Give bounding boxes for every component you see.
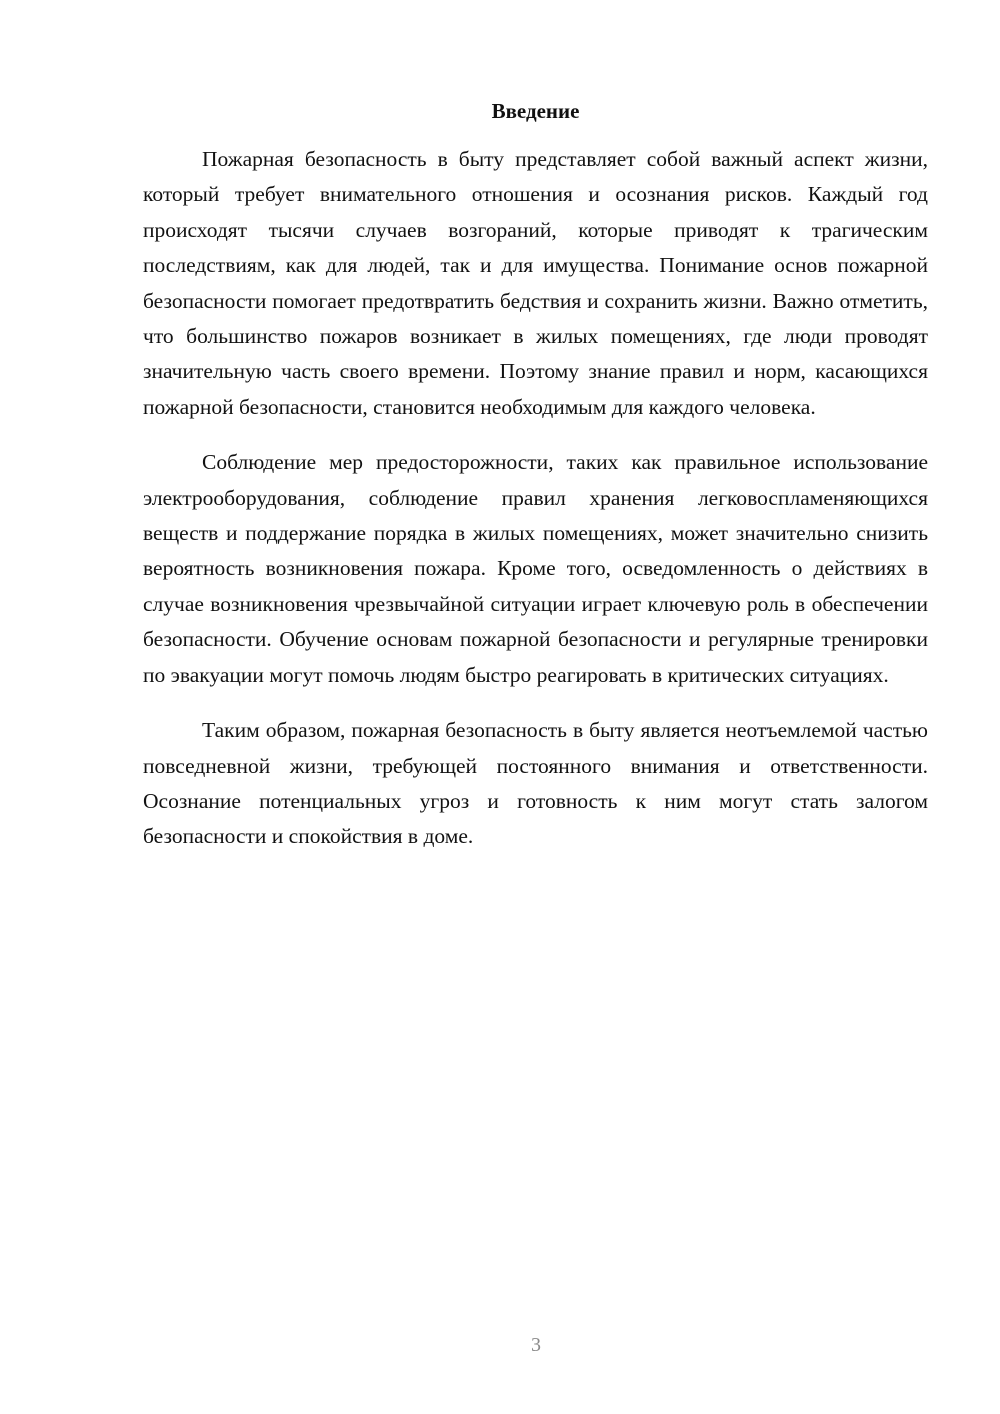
paragraph-conclusion: Таким образом, пожарная безопасность в быту является неотъемлемой частью повседневной жизни, требующей постоянного внимания и ответственности. Осознание потенциальных угроз и готовность к ним могут стать залогом безопасности и спокойствия в доме. bbox=[143, 718, 928, 849]
section-title: Введение bbox=[491, 99, 580, 123]
paragraph-precautions: Соблюдение мер предосторожности, таких как правильное использование электрооборудования, соблюдение правил хранения легковоспламеняющихся веществ и поддержание порядка в жилых помещениях, может значительно снизить вероятность возникновения пожара. Кроме того, осведомленность о действиях в случае возникновения чрезвычайной ситуации играет ключевую роль в обеспечении безопасности. Обучение основам пожарной безопасности и регулярные тренировки по эвакуации могут помочь людям быстро реагировать в критических ситуациях. bbox=[143, 450, 928, 687]
document-body bbox=[143, 142, 928, 875]
page-number: 3 bbox=[531, 1334, 541, 1356]
paragraph-intro: Пожарная безопасность в быту представляет собой важный аспект жизни, который требует внимательного отношения и осознания рисков. Каждый год происходят тысячи случаев возгораний, которые приводят к трагическим последствиям, как для людей, так и для имущества. Понимание основ пожарной безопасности помогает предотвратить бедствия и сохранить жизни. Важно отметить, что большинство пожаров возникает в жилых помещениях, где люди проводят значительную часть своего времени. Поэтому знание правил и норм, касающихся пожарной безопасности, становится необходимым для каждого человека. bbox=[143, 147, 928, 419]
